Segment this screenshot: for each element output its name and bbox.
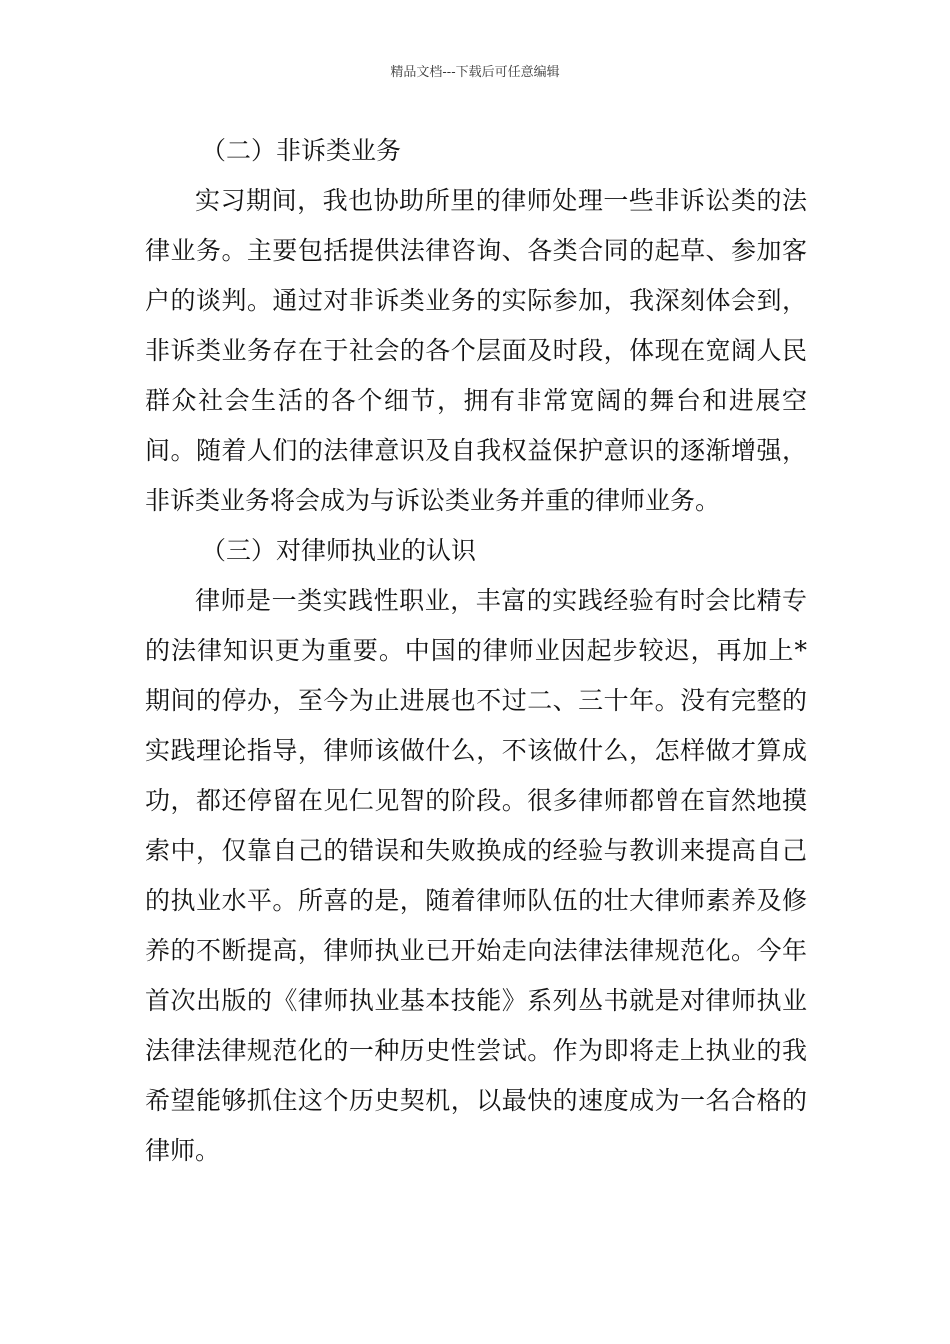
section-heading-non-litigation: （二）非诉类业务 (201, 136, 402, 165)
document-body (145, 126, 807, 1176)
page-header: 精品文档---下载后可任意编辑 (390, 65, 560, 80)
section-heading-practice-understanding: （三）对律师执业的认识 (201, 536, 477, 565)
paragraph-practice-understanding: 律师是一类实践性职业，丰富的实践经验有时会比精专的法律知识更为重要。中国的律师业因起步较迟，再加上*期间的停办，至今为止进展也不过二、三十年。没有完整的实践理论指导，律师该做什么，不该做什么，怎样做才算成功，都还停留在见仁见智的阶段。很多律师都曾在盲然地摸索中，仅靠自己的错误和失败换成的经验与教训来提高自己的执业水平。所喜的是，随着律师队伍的壮大律师素养及修养的不断提高，律师执业已开始走向法律法律规范化。今年首次出版的《律师执业基本技能》系列丛书就是对律师执业法律法律规范化的一种历史性尝试。作为即将走上执业的我希望能够抓住这个历史契机，以最快的速度成为一名合格的律师。 (145, 586, 807, 1165)
paragraph-non-litigation: 实习期间，我也协助所里的律师处理一些非诉讼类的法律业务。主要包括提供法律咨询、各类合同的起草、参加客户的谈判。通过对非诉类业务的实际参加，我深刻体会到，非诉类业务存在于社会的各个层面及时段，体现在宽阔人民群众社会生活的各个细节，拥有非常宽阔的舞台和进展空间。随着人们的法律意识及自我权益保护意识的逐渐增强，非诉类业务将会成为与诉讼类业务并重的律师业务。 (145, 186, 807, 515)
